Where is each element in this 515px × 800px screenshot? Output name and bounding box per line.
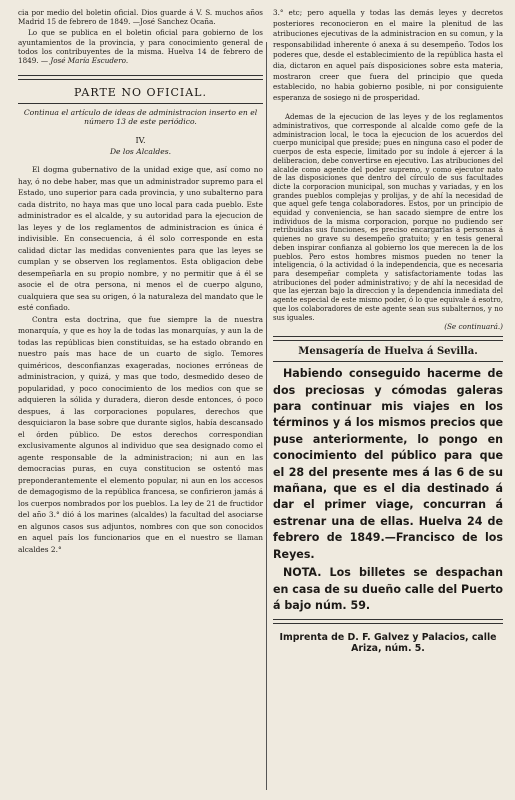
article-title: De los Alcaldes.	[109, 147, 172, 157]
article-numeral: IV.	[135, 136, 146, 146]
article-paragraph-3: Ademas de la ejecucion de las leyes y de los reglamentos administrativos, que corresponde al alcalde como gefe de la administracion local, le toca la ejecucion de los acuerdos del cuerpo municipal que preside; pues en ninguna caso el poder de cuerpos de esta especie, limitado por su índole á ejercer á la deliberacion, debe convertirse en ejecutivo. Las atribuciones del alcalde como agente del poder supremo, y como ejecutor nato de las disposiciones que dentro del círculo de sus facultades dicte la corporacion municipal, son muchas y variadas, y en los grandes pueblos complejas y prolijas, y de ahí la necesidad de que aquel gefe tenga colaboradores. Estos, por un principio de equidad y conveniencia, se han sacado siempre de entre los individuos de la misma corporacion, porque no pudiendo ser retribuidas sus funciones, es preciso encargarlas á personas á quienes no grave su desempeño gratuito; y en tesis general deben inspirar confianza al gobierno los que merecen la de los pueblos. Pero estos hombres mismos pueden no tener la inteligencia, ó la actividad ó la independencia, que es necesaria para desempeñar completa y satisfactoriamente todas las atribuciones del poder administrativo; y de ahí la necesidad de que las ejerzan bajo la direccion y la dependencia inmediata del agente especial de este mismo poder, ó lo que equivale á esotro, que los colaboradores de este agente sean sus subalternos, y no sus iguales.	[273, 113, 503, 322]
official-closing-text: cia por medio del boletin oficial. Dios guarde á V. S. muchos años Madrid 15 de febrero de 1849. —José Sanchez Ocaña.	[18, 8, 263, 27]
section-title: PARTE NO OFICIAL.	[74, 86, 207, 100]
article-paragraph-2: Contra esta doctrina, que fue siempre la de nuestra monarquía, y que es hoy la de todas las monarquías, y aun la de todas las repúblicas bien constituidas, se ha estado obrando en nuestro país mas hace de un cuarto de siglo. Temores quiméricos, desconfianzas exageradas, nociones erróneas de administracion, y quizá, y mas que todo, desmedido deseo de popularidad, y poco conocimiento de los medios con que se adquieren la sólida y duradera, dieron desde entonces, ó poco despues, á las corporaciones populares, derechos que desquiciaron la base sobre que durante siglos, había descansado el órden público. De estos derechos correspondian exclusivamente algunos al individuo que sea designado como el agente responsable de la administracion; ni aun en las democracias puras, en cuya constitucion se ostentó mas preponderantemente el elemento popular, ni aun en los accesos de demagogismo de la república francesa, se confirieron jamás á los cuerpos nombrados por los pueblos. La ley de 21 de fructidor del año 3.° dió á los marines (alcaldes) la facultad del asociarse en algunos casos sus adjuntos, nombres con que son conocidos en aquel país los funcionarios que en el nuestro se llaman alcaldes 2.°	[18, 314, 263, 554]
section-rule-top	[18, 75, 263, 80]
publication-notice-signature: José María Escudero.	[50, 56, 129, 66]
right-column	[273, 0, 503, 800]
ad-rule-top	[273, 336, 503, 341]
article-subtitle: Continua el artículo de ideas de administracion inserto en el número 13 de este periódico.	[23, 108, 258, 127]
ad-rule-mid	[273, 361, 503, 362]
section-rule-bottom	[18, 103, 263, 104]
printer-rule	[273, 619, 503, 624]
article-continuation-paragraph: 3.° etc; pero aquella y todas las demás leyes y decretos posteriores reconocieron en el maire la plenitud de las atribuciones ejecutivas de la administracion en su comun, y la responsabilidad inherente ó anexa á su desempeño. Todos los poderes que, desde el establecimiento de la república hasta el dia, dictaron en aquel país disposiciones sobre esta materia, mostraron creer que fuera del principio que queda establecido, no habia gobierno posible, ni por consiguiente esperanza de sosiego ni de prosperidad.	[273, 8, 503, 102]
publication-notice-text: Lo que se publica en el boletin oficial para gobierno de los ayuntamientos de la provincia, y para conocimiento general de todos los contribuyentes de la misma. Huelva 14 de febrero de 1849. —	[18, 28, 263, 66]
left-column	[18, 0, 263, 800]
article-paragraph-1: El dogma gubernativo de la unidad exige que, así como no hay, ó no debe haber, mas que un administrador supremo para el Estado, uno superior para cada provincia, y uno subalterno para cada distrito, no haya mas que uno local para cada pueblo. Este administrador es el alcalde, y su autoridad para la ejecucion de las leyes y de los reglamentos de administracion es única é indivisible. En consecuencia, á él solo corresponde en esta calidad dictar las medidas convenientes para que las leyes se cumplan y se observen los reglamentos. Esta obligacion debe desempeñarla en su propio nombre, y no permitir que á él se asocie el de otra persona, ni menos el de cuerpo alguno, cualquiera que sea su origen, ó la naturaleza del mandato que le esté confiado.	[18, 165, 263, 313]
printer-imprint: Imprenta de D. F. Galvez y Palacios, calle Ariza, núm. 5.	[279, 632, 497, 655]
advertisement-title: Mensagería de Huelva á Sevilla.	[298, 346, 478, 358]
advertisement-note: NOTA. Los billetes se despachan en casa de su dueño calle del Puerto á bajo núm. 59.	[273, 566, 503, 612]
column-divider	[266, 42, 267, 790]
continued-note: (Se continuará.)	[444, 322, 503, 332]
publication-notice	[18, 28, 263, 65]
advertisement-text: Habiendo conseguido hacerme de dos preciosas y cómodas galeras para continuar mis viajes en los términos y á los mismos precios que puse anteriormente, lo pongo en conocimiento del público para que el 28 del presente mes á las 6 de su mañana, que es el dia destinado á dar el primer viage, concurran á estrenar una de ellas. Huelva 24 de febrero de 1849.—Francisco de los Reyes.	[273, 367, 503, 561]
